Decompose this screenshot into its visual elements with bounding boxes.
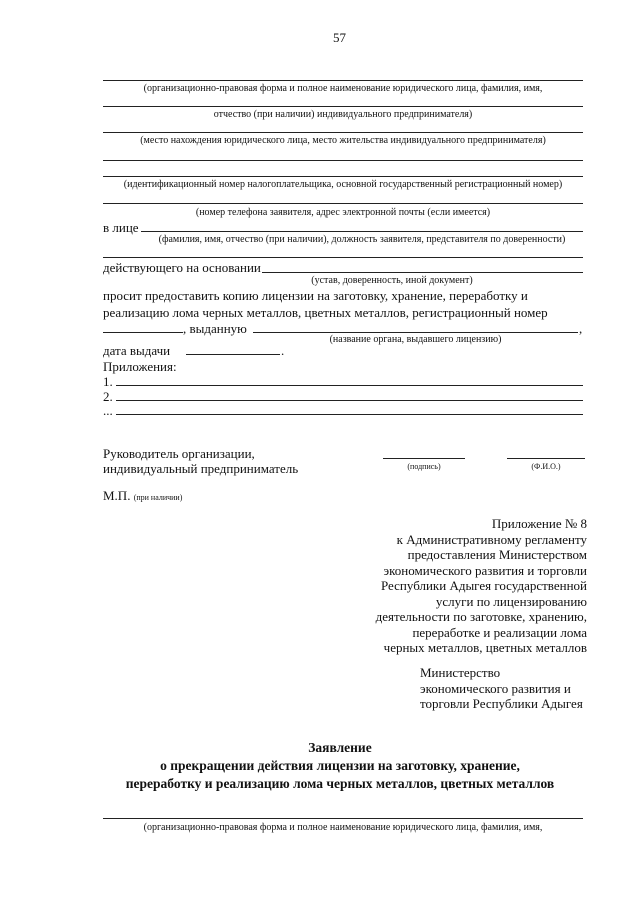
fio-caption: (Ф.И.О.): [531, 462, 561, 471]
heading-line-3: переработку и реализацию лома черных металлов, цветных металлов: [125, 776, 555, 791]
appendix-line: Республики Адыгея государственной: [380, 578, 587, 593]
head-label-2: индивидуальный предприниматель: [103, 461, 299, 476]
attachment-2-label: 2.: [103, 389, 113, 404]
patronymic-caption: отчество (при наличии) индивидуального предпринимателя): [213, 109, 473, 120]
appendix-line: предоставления Министерством: [407, 547, 587, 562]
representative-caption: (фамилия, имя, отчество (при наличии), должность заявителя, представителя по доверенности): [158, 234, 566, 245]
request-text-1: просит предоставить копию лицензии на заготовку, хранение, переработку и: [103, 288, 528, 303]
document-heading: [80, 739, 600, 793]
addressee-line: торговли Республики Адыгея: [420, 696, 583, 711]
page-number: 57: [333, 30, 346, 45]
appendix-line: Приложение № 8: [491, 516, 587, 531]
footer-org-caption: (организационно-правовая форма и полное наименование юридического лица, фамилия, имя,: [143, 822, 543, 833]
attachment-3-line[interactable]: [116, 414, 583, 415]
appendix-line: переработке и реализации лома: [412, 624, 587, 640]
addressee-line: экономического развития и: [420, 680, 571, 696]
representative-line[interactable]: [141, 231, 583, 232]
signature-line[interactable]: [383, 458, 465, 459]
blank-line-1[interactable]: [103, 160, 583, 161]
issuing-org-line[interactable]: [253, 332, 578, 333]
appendix-line: экономического развития и торговли: [383, 562, 587, 578]
issue-date-line[interactable]: [186, 354, 280, 355]
signature-caption: (подпись): [407, 462, 441, 471]
stamp-text: М.П.: [103, 488, 131, 503]
stamp-label: [103, 488, 182, 504]
issuing-org-caption: (название органа, выдавшего лицензию): [329, 334, 502, 345]
appendix-line: черных металлов, цветных металлов: [383, 640, 587, 655]
phone-line[interactable]: [103, 203, 583, 204]
appendix-line: к Административному регламенту: [396, 531, 587, 547]
blank-line-2[interactable]: [103, 257, 583, 258]
attachment-1-line[interactable]: [116, 385, 583, 386]
request-text-2: реализацию лома черных металлов, цветных металлов, регистрационный номер: [103, 305, 548, 320]
heading-line-2: о прекращении действия лицензии на заготовку, хранение,: [160, 758, 520, 773]
patronymic-line[interactable]: [103, 106, 583, 107]
org-name-line[interactable]: [103, 80, 583, 81]
appendix-line: деятельности по заготовке, хранению,: [375, 609, 587, 624]
location-line[interactable]: [103, 132, 583, 133]
acting-basis-label: действующего на основании: [103, 260, 261, 275]
head-label-1: Руководитель организации,: [103, 446, 255, 461]
attachment-3-label: ...: [103, 403, 113, 418]
addressee-block: [420, 665, 583, 712]
fio-line[interactable]: [507, 458, 585, 459]
in-person-label: в лице: [103, 220, 139, 235]
footer-org-line[interactable]: [103, 818, 583, 819]
reg-number-line[interactable]: [103, 332, 183, 333]
addressee-line: Министерство: [420, 665, 501, 680]
stamp-note: (при наличии): [133, 493, 183, 502]
issue-date-period: .: [281, 343, 285, 358]
attachment-2-line[interactable]: [116, 400, 583, 401]
issued-comma: ,: [579, 321, 583, 336]
tax-id-caption: (идентификационный номер налогоплательщика, основной государственный регистрационный номер): [123, 179, 563, 190]
attachment-1-label: 1.: [103, 374, 113, 389]
attachments-label: Приложения:: [103, 359, 177, 374]
appendix-line: услуги по лицензированию: [435, 593, 587, 609]
phone-caption: (номер телефона заявителя, адрес электронной почты (если имеется): [195, 207, 491, 218]
basis-caption: (устав, доверенность, иной документ): [311, 275, 473, 286]
location-caption: (место нахождения юридического лица, место жительства индивидуального предпринимателя): [140, 135, 546, 146]
appendix-block: [376, 516, 587, 656]
issued-label: , выданную: [183, 321, 247, 336]
basis-line[interactable]: [262, 272, 583, 273]
org-name-caption: (организационно-правовая форма и полное наименование юридического лица, фамилия, имя,: [143, 83, 543, 94]
heading-title: Заявление: [308, 740, 372, 755]
tax-id-line[interactable]: [103, 176, 583, 177]
issue-date-label: дата выдачи: [103, 343, 171, 358]
